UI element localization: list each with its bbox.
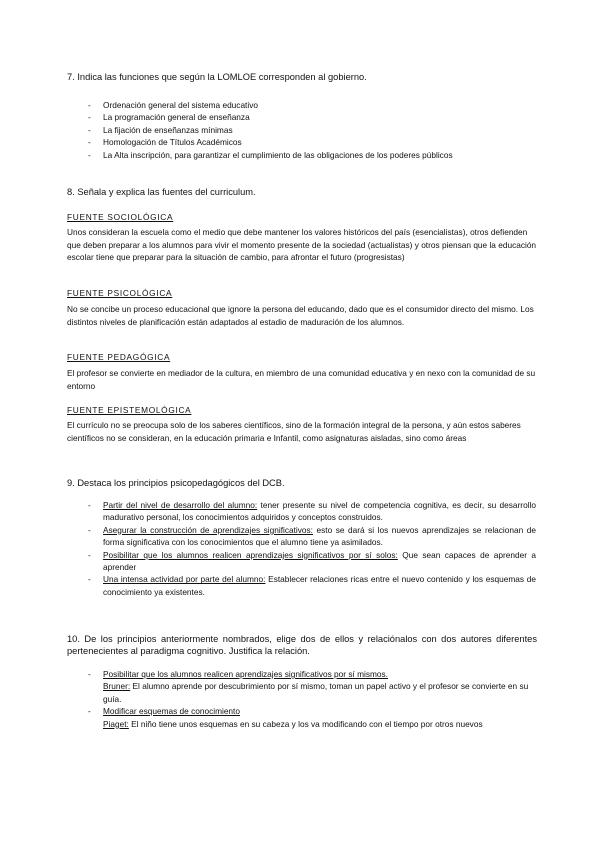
question-8-title: 8. Señala y explica las fuentes del curriculum. — [67, 187, 256, 197]
list-item: - La Alta inscripción, para garantizar el cumplimiento de las obligaciones de los poderes públicos — [88, 149, 536, 161]
source-epistemological-heading: FUENTE EPISTEMOLÓGICA — [67, 405, 192, 415]
list-item: - Ordenación general del sistema educativo — [88, 99, 536, 111]
source-sociological-heading: FUENTE SOCIOLÓGICA — [67, 212, 174, 222]
source-pedagogical-text: El profesor se convierte en mediador de la cultura, en miembro de una comunidad educativa y en nexo con la comunidad de su entorno — [67, 368, 536, 391]
principle-text: Establecer relaciones ricas entre el nuevo contenido y los esquemas de conocimiento ya existentes. — [103, 574, 536, 597]
principle-term: - Modificar esquemas de conocimiento — [103, 706, 240, 717]
list-item: - La programación general de enseñanza — [88, 111, 536, 123]
principle-term: Partir del nivel de desarrollo del alumno: — [103, 500, 258, 510]
list-item — [88, 573, 536, 598]
principle-text: esto se dará si los nuevos aprendizajes se relacionan de forma significativa con los conocimientos que el alumno tiene ya asimilados. — [103, 524, 536, 548]
principle-term: - Posibilitar que los alumnos realicen aprendizajes significativos por sí mismos. — [103, 669, 388, 679]
question-10-list — [88, 668, 536, 730]
principle-term: Asegurar la construcción de aprendizajes significativos: — [103, 524, 313, 535]
list-item — [88, 549, 536, 574]
list-item — [88, 668, 536, 705]
list-item — [88, 499, 536, 524]
principle-text: Que sean capaces de aprender a aprender — [103, 549, 537, 573]
source-psychological-heading: FUENTE PSICOLÓGICA — [67, 288, 173, 298]
source-epistemological-text: El currículo no se preocupa solo de los saberes científicos, sino de la formación integral de la persona, y aún estos saberes científicos no se consideran, en la educación primaria e Infantil, como asignaturas aisladas, sino como áreas — [67, 420, 521, 443]
list-item: - Homologación de Títulos Académicos — [88, 136, 536, 148]
author-name: Bruner: — [103, 681, 131, 692]
list-item — [88, 524, 536, 549]
author-justification: El alumno aprende por descubrimiento por sí mismo, toman un papel activo y el profesor se convierte en su guía. — [103, 681, 529, 704]
author-name: Piaget: — [103, 718, 129, 729]
question-7-list — [88, 99, 536, 161]
author-justification: El niño tiene unos esquemas en su cabeza y los va modificando con el tiempo por otros nuevos — [128, 718, 483, 729]
source-sociological-text: Unos consideran la escuela como el medio que debe mantener los valores históricos del país (esencialistas), otros defienden que deben preparar a los alumnos para vivir el momento presente de la sociedad (actualistas) y otros piensan que la educación escolar tiene que preparar para la situación de cambio, para afrontar el futuro (progresistas) — [67, 227, 537, 263]
principle-term: Posibilitar que los alumnos realicen aprendizajes significativos por sí solos: — [103, 549, 398, 560]
question-10-title: 10. De los principios anteriormente nombrados, elige dos de ellos y relaciónalos con dos autores diferentes pertenecientes al paradigma cognitivo. Justifica la relación. — [67, 634, 537, 656]
source-psychological-text: No se concibe un proceso educacional que ignore la persona del educando, dado que es el consumidor directo del mismo. Los distintos niveles de planificación están adaptados al estadio de maduración de los alumnos. — [67, 304, 534, 327]
question-7-title: 7. Indica las funciones que según la LOMLOE corresponden al gobierno. — [67, 72, 367, 82]
list-item — [88, 705, 536, 730]
question-9-list — [88, 499, 536, 598]
question-9-title: 9. Destaca los principios psicopedagógicos del DCB. — [67, 478, 285, 488]
source-pedagogical-heading: FUENTE PEDAGÓGICA — [67, 352, 171, 362]
list-item: - La fijación de enseñanzas mínimas — [88, 124, 536, 136]
principle-term: Una intensa actividad por parte del alumno: — [103, 574, 266, 585]
principle-text: tener presente su nivel de competencia cognitiva, es decir, su desarrollo madurativo personal, los conocimientos adquiridos y conceptos construidos. — [103, 500, 536, 523]
